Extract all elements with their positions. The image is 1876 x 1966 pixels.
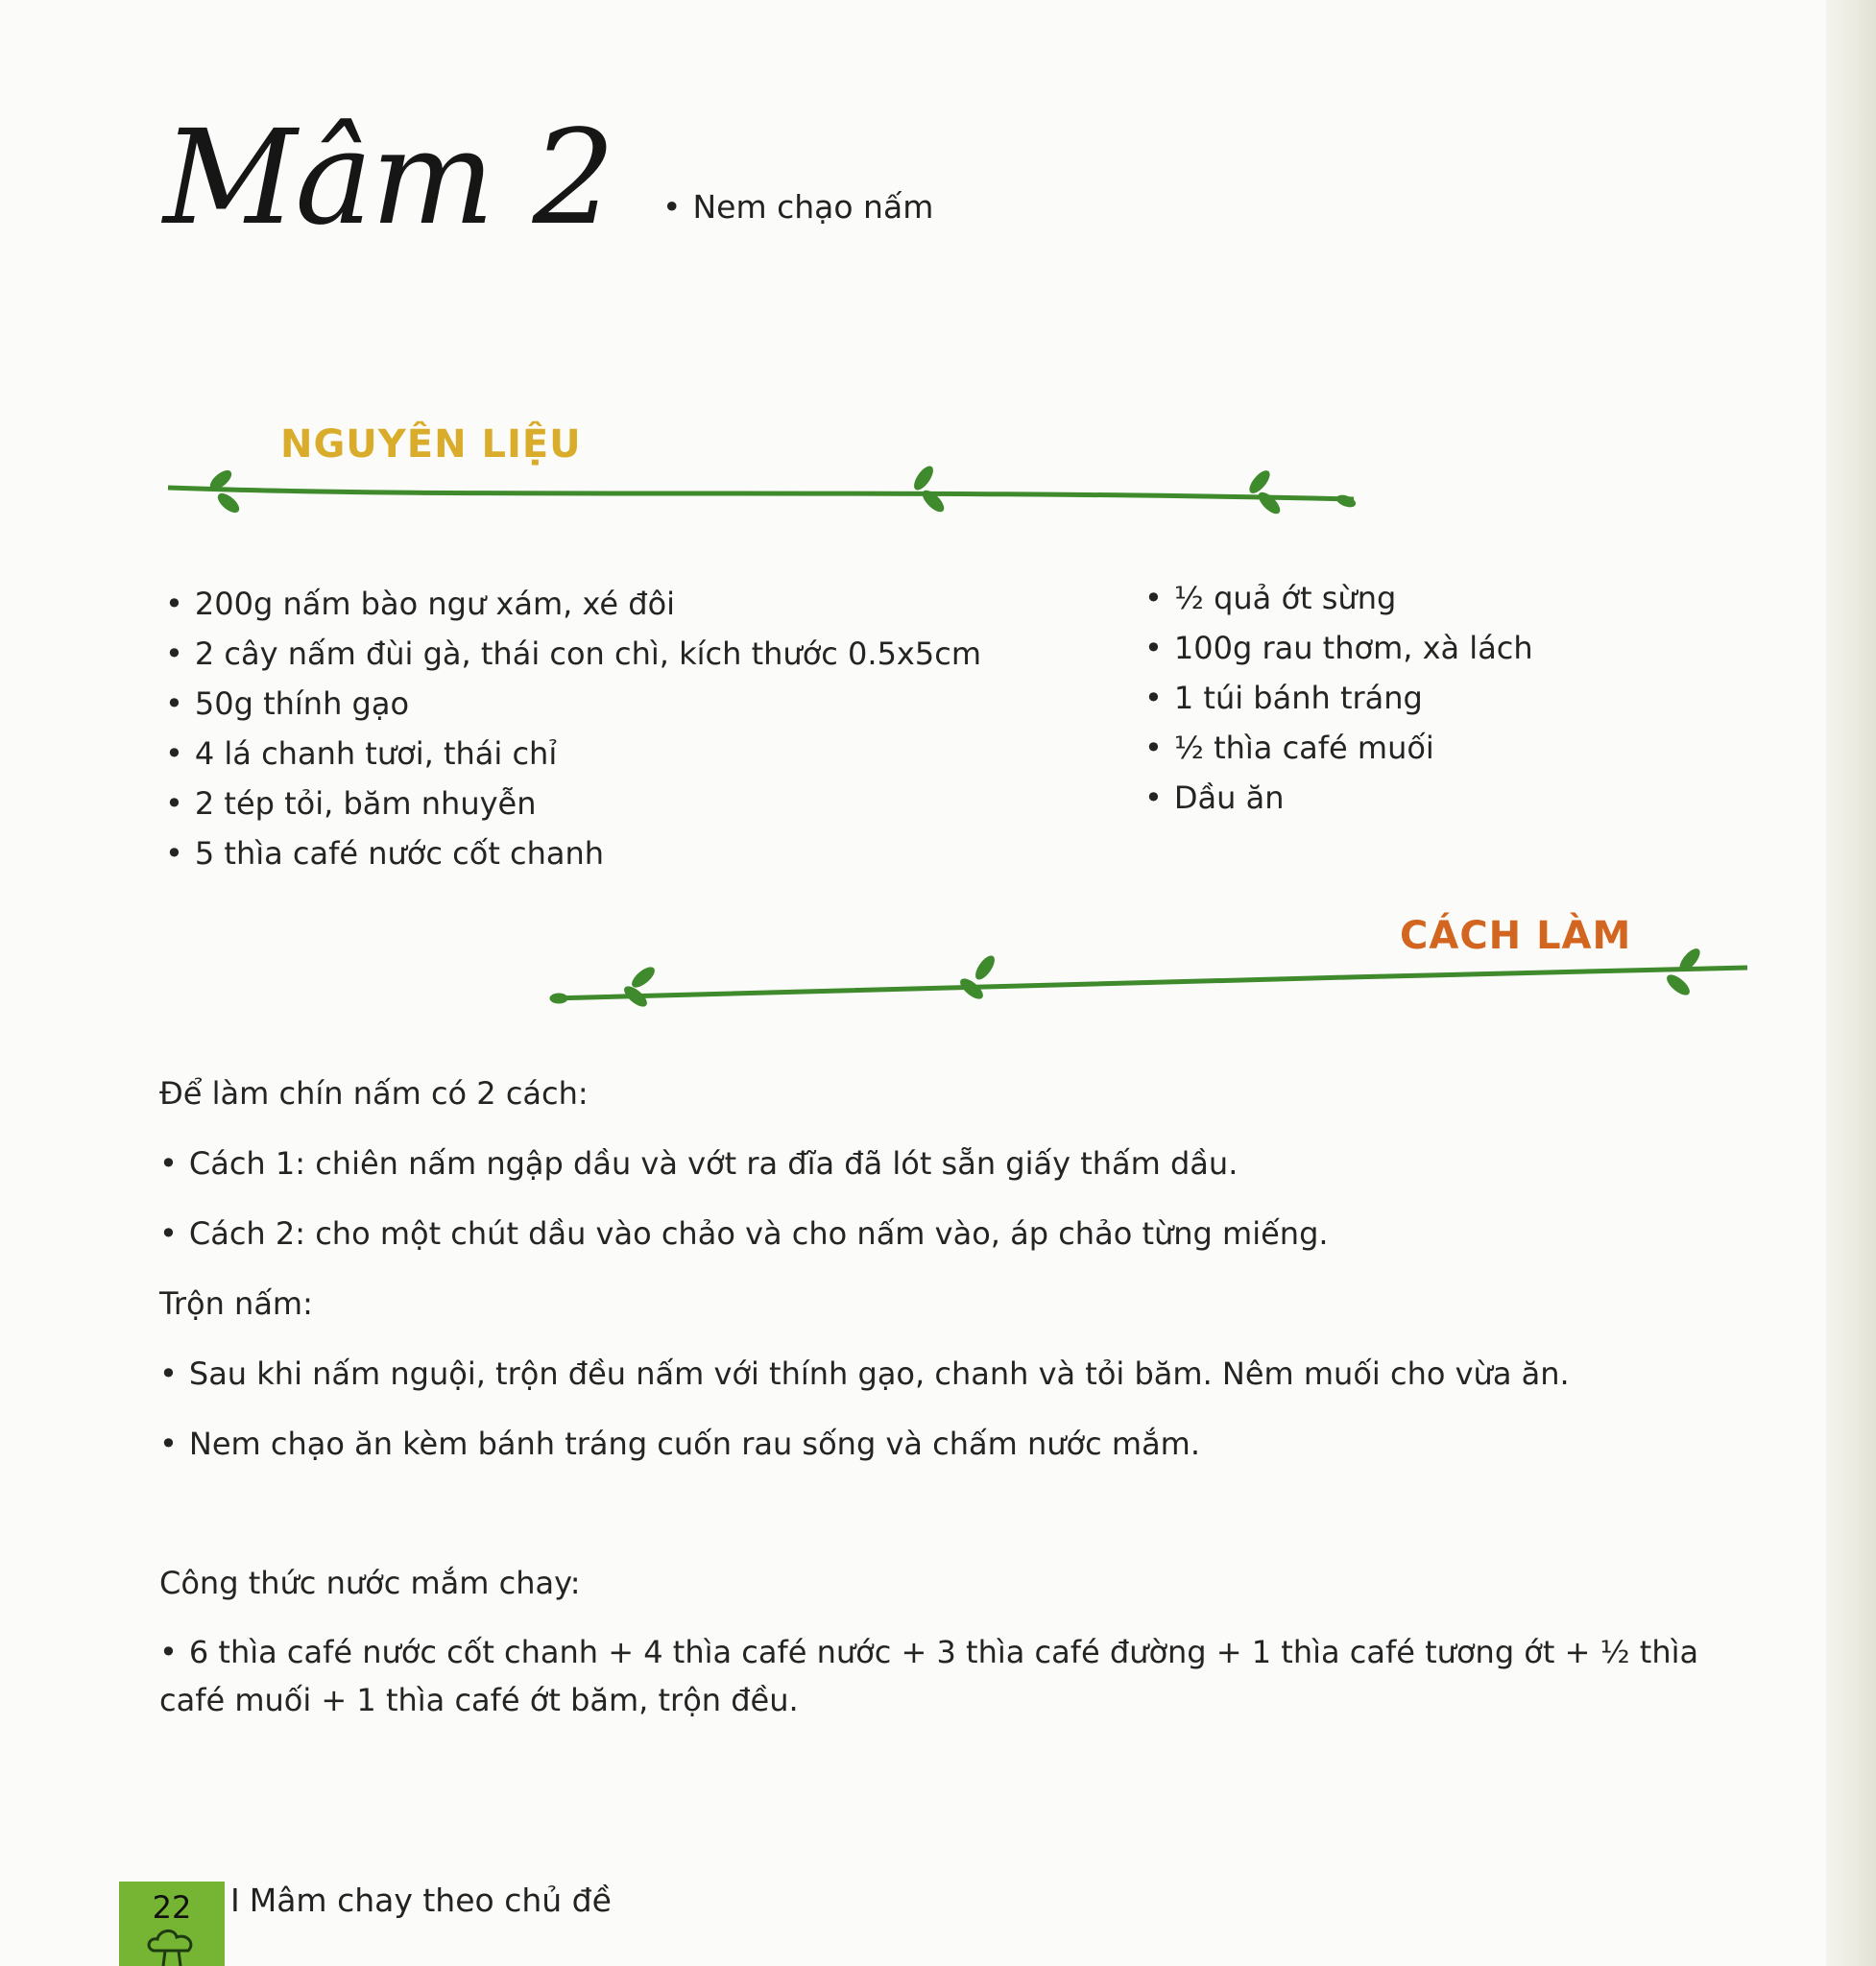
ingredients-left-list bbox=[165, 579, 981, 878]
page-title: Mâm 2 bbox=[163, 103, 614, 254]
page-number-box bbox=[119, 1882, 225, 1966]
page-number: 22 bbox=[152, 1889, 192, 1926]
cook-step-2: • Cách 2: cho một chút dầu vào chảo và cho nấm vào, áp chảo từng miếng. bbox=[159, 1211, 1734, 1259]
list-item: • ½ quả ớt sừng bbox=[1144, 573, 1533, 623]
method-intro: Để làm chín nấm có 2 cách: bbox=[159, 1075, 589, 1112]
book-title-text: Mâm chay theo chủ đề bbox=[249, 1882, 612, 1919]
list-item: • 2 tép tỏi, băm nhuyễn bbox=[165, 779, 981, 828]
list-item: • ½ thìa café muối bbox=[1144, 723, 1533, 773]
book-title bbox=[230, 1882, 612, 1919]
list-item: • Dầu ăn bbox=[1144, 773, 1533, 823]
dish-name: • Nem chạo nấm bbox=[662, 188, 933, 226]
list-item: • 4 lá chanh tươi, thái chỉ bbox=[165, 729, 981, 779]
list-item: • 100g rau thơm, xà lách bbox=[1144, 623, 1533, 673]
cook-step-1: • Cách 1: chiên nấm ngập dầu và vớt ra đĩa đã lót sẵn giấy thấm dầu. bbox=[159, 1140, 1734, 1188]
ingredients-right-list bbox=[1144, 573, 1533, 823]
ingredients-heading: NGUYÊN LIỆU bbox=[280, 422, 582, 467]
sauce-heading: Công thức nước mắm chay: bbox=[159, 1565, 581, 1601]
broccoli-icon bbox=[144, 1928, 200, 1966]
list-item: • 200g nấm bào ngư xám, xé đôi bbox=[165, 579, 981, 629]
sauce-step: • 6 thìa café nước cốt chanh + 4 thìa café nước + 3 thìa café đường + 1 thìa café tương ớt + ½ thìa café muối + 1 thìa café ớt băm, trộn đều. bbox=[159, 1629, 1715, 1724]
mix-step-2: • Nem chạo ăn kèm bánh tráng cuốn rau sống và chấm nước mắm. bbox=[159, 1421, 1734, 1469]
list-item: • 5 thìa café nước cốt chanh bbox=[165, 828, 981, 878]
list-item: • 1 túi bánh tráng bbox=[1144, 673, 1533, 723]
mix-heading: Trộn nấm: bbox=[159, 1285, 313, 1322]
list-item: • 2 cây nấm đùi gà, thái con chì, kích thước 0.5x5cm bbox=[165, 629, 981, 679]
mix-step-1: • Sau khi nấm nguội, trộn đều nấm với thính gạo, chanh và tỏi băm. Nêm muối cho vừa ăn. bbox=[159, 1351, 1734, 1399]
method-heading: CÁCH LÀM bbox=[1400, 914, 1632, 958]
list-item: • 50g thính gạo bbox=[165, 679, 981, 729]
footer-separator: I bbox=[230, 1882, 240, 1919]
